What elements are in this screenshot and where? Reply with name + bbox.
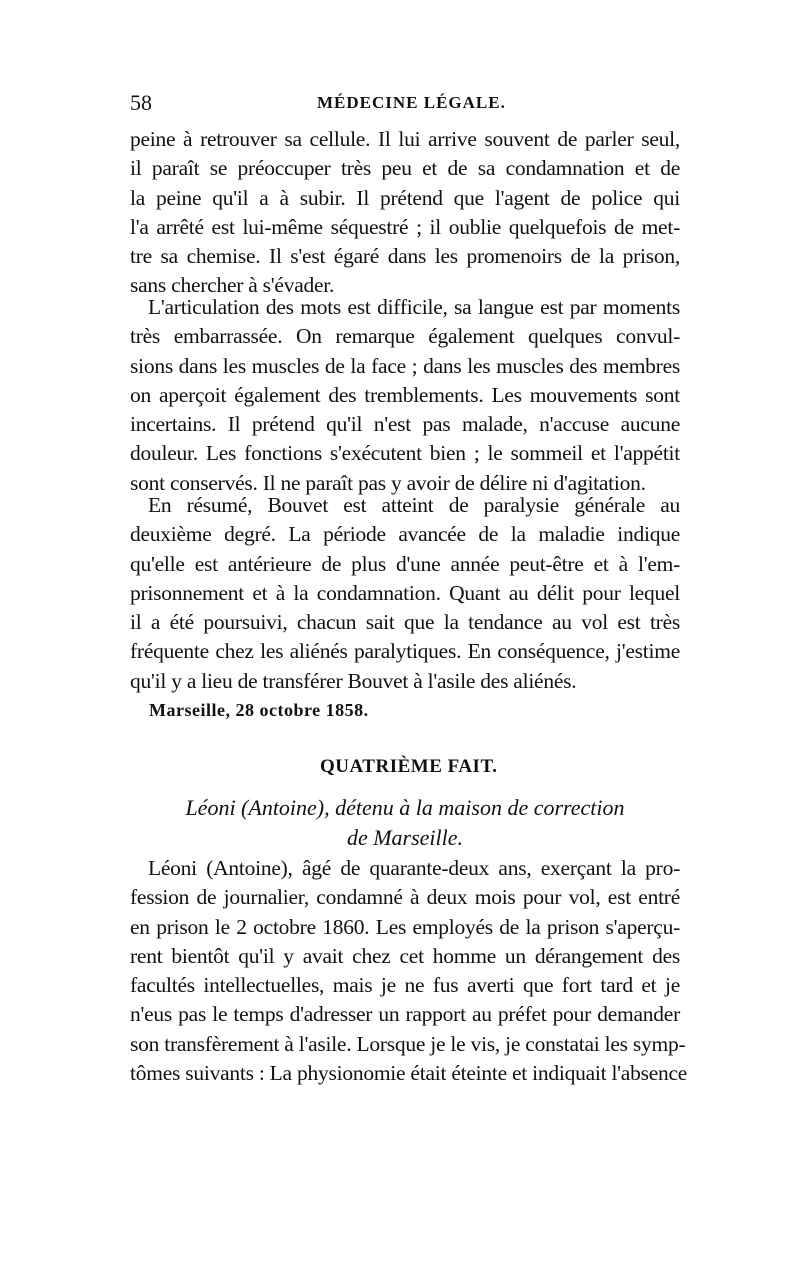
text-line: qu'il y a lieu de transférer Bouvet à l'asile des aliénés. (130, 668, 577, 693)
subtitle-line: Léoni (Antoine), détenu à la maison de correction (185, 795, 625, 820)
text-line: n'eus pas le temps d'adresser un rapport au préfet pour demander (130, 1002, 680, 1027)
text-line: tre sa chemise. Il s'est égaré dans les promenoirs de la prison, (130, 244, 680, 269)
running-head: MÉDECINE LÉGALE. (317, 93, 506, 112)
text-line: très embarrassée. On remarque également quelques convul- (130, 324, 680, 349)
text-line: on aperçoit également des tremblements. Les mouvements sont (130, 382, 680, 407)
text-line: tômes suivants : La physionomie était éteinte et indiquait l'absence (130, 1061, 688, 1086)
text-line: sont conservés. Il ne paraît pas y avoir de délire ni d'agitation. (130, 470, 646, 495)
text-line: fession de journalier, condamné à deux mois pour vol, est entré (130, 885, 680, 910)
page-number: 58 (130, 90, 152, 115)
place-date-signoff: Marseille, 28 octobre 1858. (149, 700, 369, 720)
text-line: qu'elle est antérieure de plus d'une année peut-être et à l'em- (130, 551, 680, 576)
paragraph-continuation (130, 125, 680, 301)
text-line: il a été poursuivi, chacun sait que la tendance au vol est très (130, 610, 680, 635)
text-line: deuxième degré. La période avancée de la maladie indique (130, 522, 680, 547)
page-header (130, 90, 680, 120)
text-line: sans chercher à s'évader. (130, 273, 335, 298)
section-subtitle (130, 793, 680, 853)
text-line: il paraît se préoccuper très peu et de sa condamnation et de (130, 156, 680, 181)
text-line: l'a arrêté est lui-même séquestré ; il oublie quelquefois de met- (130, 214, 680, 239)
section-title: QUATRIÈME FAIT. (320, 756, 498, 777)
text-line: en prison le 2 octobre 1860. Les employés de la prison s'aperçu- (130, 914, 680, 939)
text-line: fréquente chez les aliénés paralytiques. En conséquence, j'estime (130, 639, 680, 664)
text-line: L'articulation des mots est difficile, sa langue est par moments (148, 295, 680, 319)
text-line: prisonnement et à la condamnation. Quant au délit pour lequel (130, 580, 680, 605)
text-line: Léoni (Antoine), âgé de quarante-deux ans, exerçant la pro- (148, 856, 680, 880)
text-line: son transfèrement à l'asile. Lorsque je le vis, je constatai les symp- (130, 1031, 686, 1056)
paragraph-summary (130, 491, 680, 696)
text-line: facultés intellectuelles, mais je ne fus averti que fort tard et je (130, 973, 680, 998)
text-line: incertains. Il prétend qu'il n'est pas malade, n'accuse aucune (130, 412, 680, 437)
text-line: douleur. Les fonctions s'exécutent bien ; le sommeil et l'appétit (130, 441, 680, 466)
paragraph-articulation (130, 293, 680, 498)
paragraph-case-leoni (130, 854, 688, 1088)
text-line: sions dans les muscles de la face ; dans les muscles des membres (130, 353, 680, 378)
subtitle-line: de Marseille. (346, 825, 464, 850)
text-line: la peine qu'il a à subir. Il prétend que l'agent de police qui (130, 185, 680, 210)
text-line: peine à retrouver sa cellule. Il lui arrive souvent de parler seul, (130, 127, 680, 151)
text-line: rent bientôt qu'il y avait chez cet homme un dérangement des (130, 943, 680, 968)
text-line: En résumé, Bouvet est atteint de paralysie générale au (148, 493, 680, 517)
